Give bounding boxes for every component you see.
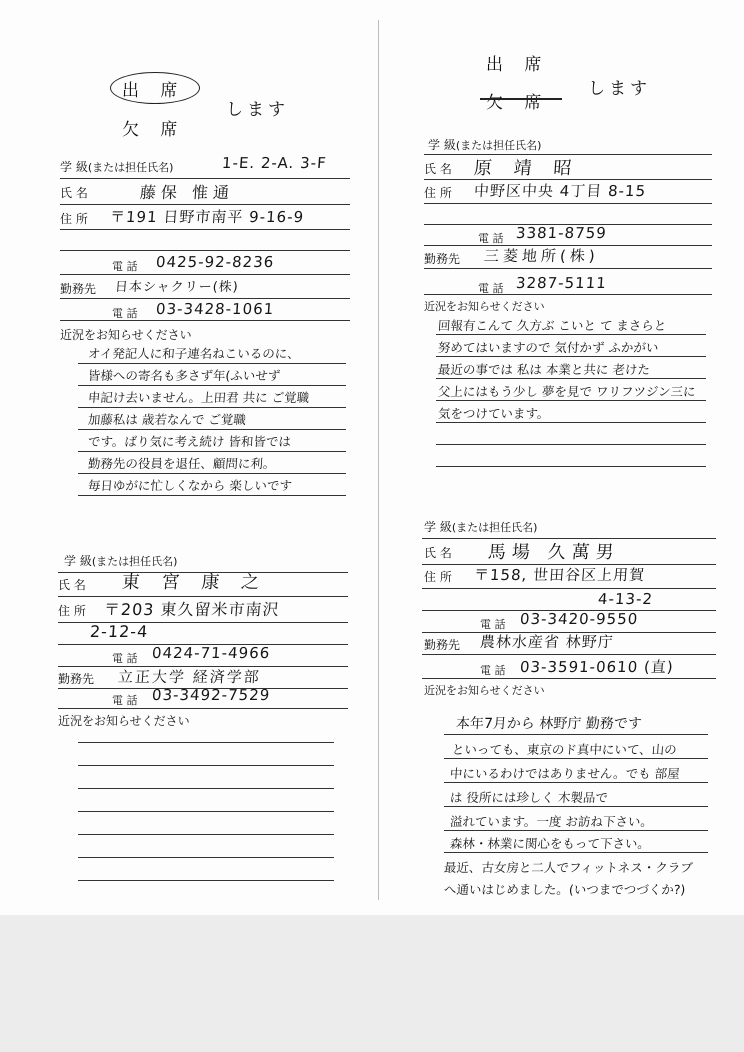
news-rule	[436, 400, 706, 401]
work-phone-rule	[424, 294, 712, 295]
news-rule	[78, 495, 346, 496]
address-line-1: 中野区中央 4丁目 8-15	[473, 182, 647, 200]
work-phone-label: 電 話	[480, 664, 506, 677]
grade-label-text: 学 級	[424, 520, 452, 534]
grade-label-text: 学 級	[428, 138, 456, 152]
present-option: 出 席	[486, 55, 550, 75]
news-rule	[436, 356, 706, 357]
phone-value: 3381-8759	[515, 224, 608, 242]
grade-label-text: 学 級	[60, 160, 88, 174]
news-line-4: は 役所には珍しく 木製品で	[449, 790, 609, 805]
grade-label-note: (または担任氏名)	[455, 139, 542, 152]
workplace-label: 勤務先	[424, 638, 461, 652]
news-line-2: といっても、東京のド真中にいて、山の	[451, 742, 678, 757]
grade-label-text: 学 級	[64, 554, 92, 568]
workplace-label: 勤務先	[60, 282, 97, 296]
news-line-1: 本年7月から 林野庁 勤務です	[455, 716, 643, 732]
address-label: 住 所	[58, 604, 86, 618]
address-line-1: 〒191 日野市南平 9-16-9	[109, 208, 305, 226]
absent-strike-mark	[480, 98, 562, 100]
news-rule	[444, 758, 708, 759]
news-line-5: です。ばり気に考え続け 皆和皆では	[87, 434, 292, 449]
news-rule	[436, 444, 706, 445]
work-phone-rule	[422, 678, 716, 679]
grade-label-note: (または担任氏名)	[87, 161, 174, 174]
news-rule	[436, 422, 706, 423]
news-rule	[78, 473, 346, 474]
workplace-rule	[422, 654, 716, 655]
news-rule	[444, 734, 708, 735]
news-rule	[78, 429, 346, 430]
address-line-1: 〒203 東久留米市南沢	[103, 600, 281, 619]
work-phone-rule	[58, 708, 348, 709]
phone-value: 03-3420-9550	[519, 610, 639, 628]
name-label: 氏 名	[60, 186, 88, 200]
address-line-2: 4-13-2	[597, 590, 654, 608]
phone-rule	[60, 274, 350, 275]
name-label: 氏 名	[424, 546, 452, 560]
address-line-2: 2-12-4	[89, 622, 149, 641]
workplace-rule	[60, 298, 350, 299]
grade-label	[424, 518, 537, 535]
news-line-4: 加藤私は 歳若なんで ご覚職	[87, 412, 247, 427]
news-line-3: 中にいるわけではありません。でも 部屋	[449, 766, 681, 781]
phone-value: 0424-71-4966	[151, 644, 271, 662]
absent-option: 欠 席	[486, 93, 550, 113]
news-line-6: 勤務先の役員を退任、顧問に利。	[87, 456, 277, 471]
news-rule	[444, 852, 708, 853]
news-line-8: へ通いはじめました。(いつまでつづくか?)	[443, 882, 686, 897]
news-line-7: 最近、古女房と二人でフィットネス・クラブ	[443, 860, 694, 875]
workplace-value: 農林水産省 林野庁	[479, 633, 615, 651]
present-option: 出 席	[122, 81, 186, 101]
work-phone-value: 03-3492-7529	[151, 686, 271, 704]
news-rule	[78, 880, 334, 881]
news-label: 近況をお知らせください	[60, 328, 192, 342]
grade-label	[60, 158, 173, 175]
grade-label-note: (または担任氏名)	[451, 521, 538, 534]
name-value: 馬場 久萬男	[487, 542, 621, 563]
work-phone-value: 03-3591-0610 (直)	[519, 658, 675, 676]
name-value: 藤保 惟通	[139, 183, 235, 202]
news-rule	[436, 466, 706, 467]
news-label: 近況をお知らせください	[58, 714, 190, 728]
news-line-6: 森林・林業に関心をもって下さい。	[449, 836, 651, 851]
grade-label	[64, 552, 177, 569]
news-rule	[78, 385, 346, 386]
workplace-label: 勤務先	[424, 252, 461, 266]
news-rule	[444, 830, 708, 831]
scan-margin	[0, 915, 744, 1052]
address-rule-2	[60, 250, 350, 251]
workplace-label: 勤務先	[58, 672, 95, 686]
news-rule	[78, 811, 334, 812]
phone-value: 0425-92-8236	[155, 253, 275, 271]
absent-option: 欠 席	[122, 120, 186, 140]
address-rule-1	[422, 588, 716, 589]
news-label: 近況をお知らせください	[424, 684, 545, 697]
news-line-2: 努めてはいますので 気付かず ふかがい	[437, 340, 659, 355]
name-value: 原 靖 昭	[473, 158, 581, 179]
work-phone-label: 電 話	[478, 282, 504, 295]
work-phone-value: 3287-5111	[515, 274, 608, 292]
news-rule	[78, 363, 346, 364]
reply-card-3	[380, 0, 744, 500]
grade-value: 1-E. 2-A. 3-F	[221, 154, 328, 172]
news-rule	[78, 765, 334, 766]
news-line-4: 父上にはもう少し 夢を見で ワリフツジン三に	[437, 384, 697, 399]
name-rule	[60, 204, 350, 205]
address-label: 住 所	[60, 212, 88, 226]
news-rule	[78, 857, 334, 858]
news-rule	[444, 782, 708, 783]
news-rule	[78, 834, 334, 835]
reply-card-2	[0, 540, 380, 900]
name-value: 東 宮 康 之	[121, 572, 268, 593]
work-phone-value: 03-3428-1061	[155, 300, 275, 318]
news-line-2: 皆様への寄名も多さず年(ふいせず	[87, 368, 281, 383]
news-line-1: オイ発記人に和子連名ねこいるのに、	[87, 346, 301, 361]
news-line-3: 最近の事では 私は 本業と共に 老けた	[437, 362, 651, 377]
phone-label: 電 話	[112, 652, 138, 665]
phone-label: 電 話	[112, 260, 138, 273]
grade-label-note: (または担任氏名)	[91, 555, 178, 568]
address-label: 住 所	[424, 570, 452, 584]
workplace-value: 三菱地所(株)	[483, 247, 600, 265]
address-rule-1	[60, 229, 350, 230]
address-line-1: 〒158, 世田谷区上用賀	[473, 566, 646, 584]
news-line-1: 回報有こんて 久方ぶ こいと て まさらと	[437, 318, 667, 333]
address-rule-1	[424, 203, 712, 204]
attendance-suffix: します	[588, 79, 651, 99]
phone-label: 電 話	[480, 618, 506, 631]
attendance-suffix: します	[226, 100, 289, 120]
name-label: 氏 名	[424, 162, 452, 176]
reply-card-4	[380, 512, 744, 912]
workplace-value: 日本シャクリー(株)	[114, 280, 240, 295]
workplace-value: 立正大学 経済学部	[117, 668, 262, 686]
workplace-rule	[424, 268, 712, 269]
grade-label	[428, 136, 541, 153]
phone-label: 電 話	[478, 232, 504, 245]
news-rule	[444, 806, 708, 807]
news-label: 近況をお知らせください	[424, 300, 545, 313]
grade-rule	[60, 178, 350, 179]
work-phone-label: 電 話	[112, 694, 138, 707]
work-phone-label: 電 話	[112, 307, 138, 320]
news-rule	[78, 742, 334, 743]
address-label: 住 所	[424, 186, 452, 200]
news-line-7: 毎日ゆがに忙しくなから 楽しいです	[87, 478, 293, 493]
news-line-3: 申記け去いません。上田君 共に ご覚職	[87, 390, 310, 405]
news-rule	[436, 334, 706, 335]
news-line-5: 溢れています。一度 お訪ね下さい。	[449, 814, 654, 829]
news-rule	[436, 378, 706, 379]
news-rule	[78, 788, 334, 789]
news-rule	[78, 451, 346, 452]
name-label: 氏 名	[58, 578, 86, 592]
news-line-5: 気をつけています。	[437, 406, 551, 421]
work-phone-rule	[60, 320, 350, 321]
reply-card-1	[0, 0, 380, 520]
news-rule	[78, 407, 346, 408]
